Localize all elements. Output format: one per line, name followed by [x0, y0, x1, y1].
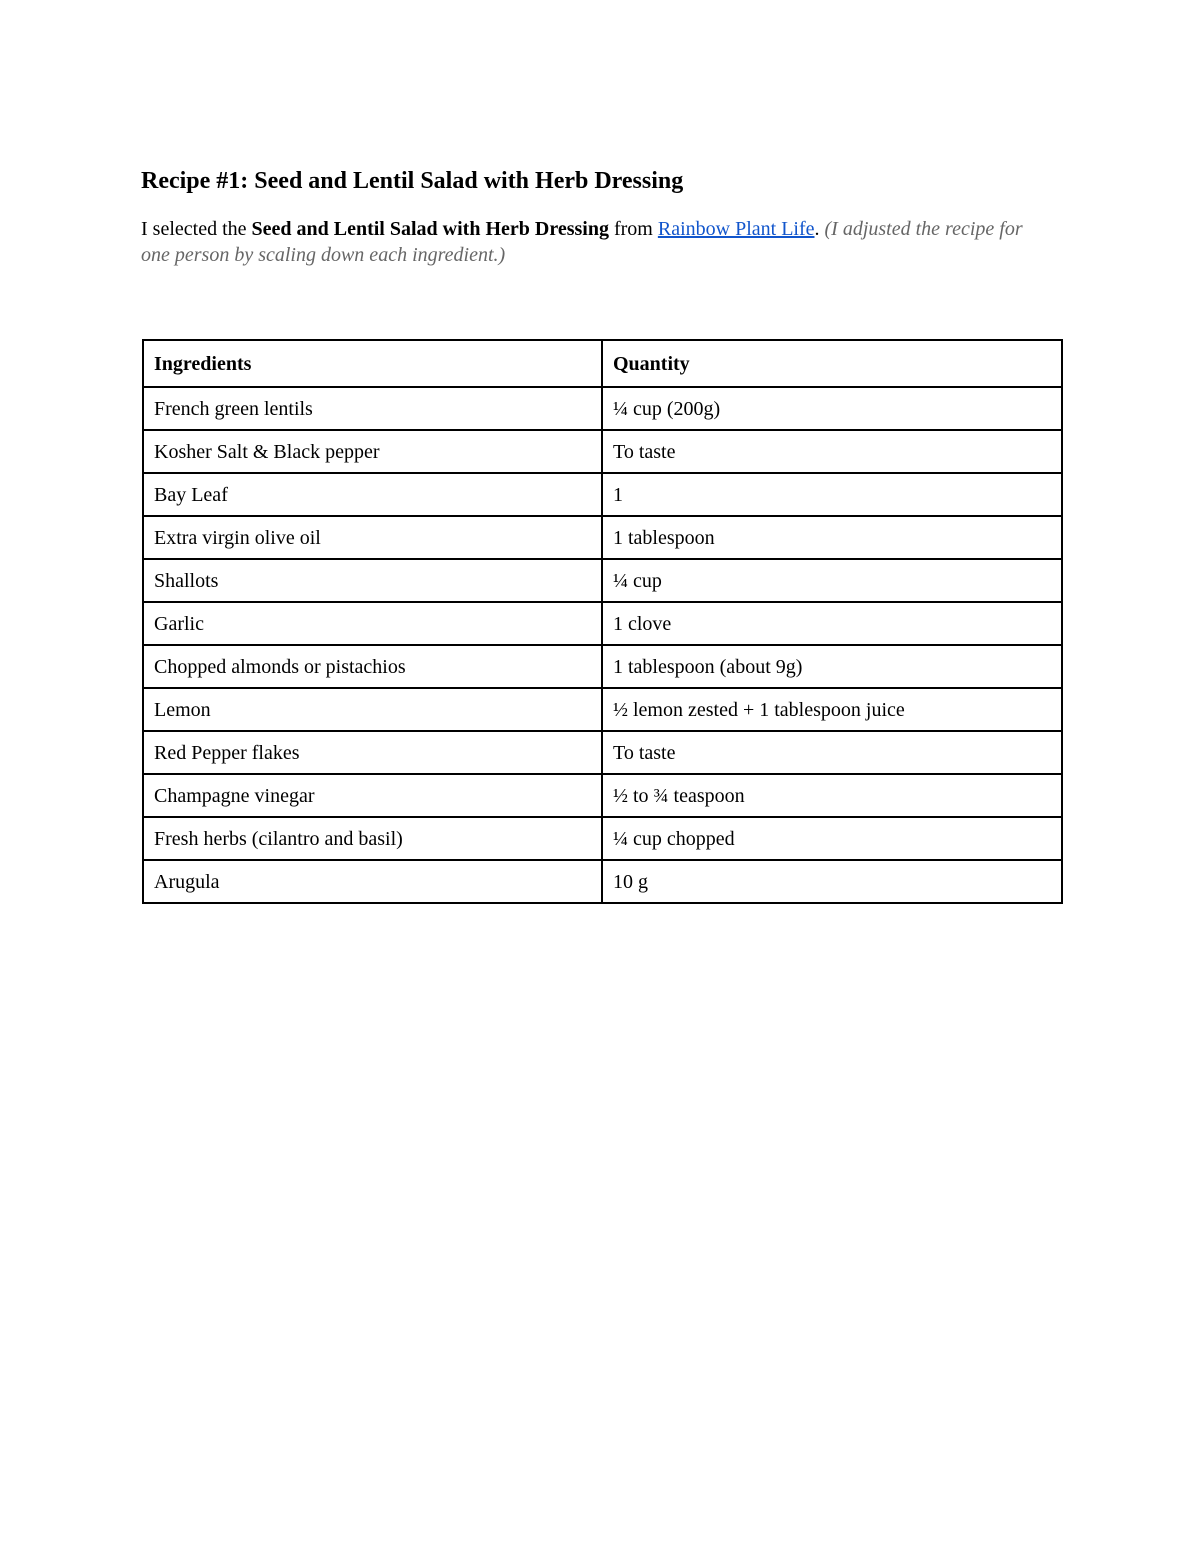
quantity-cell: ¼ cup	[602, 559, 1062, 602]
intro-paragraph	[141, 216, 1041, 268]
intro-from-text: from	[608, 218, 658, 240]
ingredient-cell: Extra virgin olive oil	[143, 516, 602, 559]
quantity-cell: ¼ cup (200g)	[602, 387, 1062, 430]
ingredient-cell: Chopped almonds or pistachios	[143, 645, 602, 688]
ingredients-table	[142, 339, 1063, 904]
table-row	[143, 430, 1062, 473]
quantity-cell: To taste	[602, 731, 1062, 774]
table-row	[143, 688, 1062, 731]
ingredient-cell: Arugula	[143, 860, 602, 903]
quantity-cell: 1 clove	[602, 602, 1062, 645]
ingredient-cell: Bay Leaf	[143, 473, 602, 516]
ingredient-cell: French green lentils	[143, 387, 602, 430]
quantity-cell: ½ lemon zested + 1 tablespoon juice	[602, 688, 1062, 731]
quantity-cell: ¼ cup chopped	[602, 817, 1062, 860]
ingredient-cell: Kosher Salt & Black pepper	[143, 430, 602, 473]
ingredient-cell: Lemon	[143, 688, 602, 731]
source-link[interactable]: Rainbow Plant Life	[657, 218, 815, 240]
ingredient-cell: Red Pepper flakes	[143, 731, 602, 774]
table-row	[143, 559, 1062, 602]
table-row	[143, 860, 1062, 903]
header-quantity: Quantity	[602, 340, 1062, 387]
table-row	[143, 602, 1062, 645]
page-title: Recipe #1: Seed and Lentil Salad with Herb Dressing	[141, 168, 684, 194]
table-row	[143, 645, 1062, 688]
table-header-row	[143, 340, 1062, 387]
table-row	[143, 817, 1062, 860]
table-row	[143, 387, 1062, 430]
quantity-cell: 1 tablespoon (about 9g)	[602, 645, 1062, 688]
quantity-cell: 10 g	[602, 860, 1062, 903]
quantity-cell: To taste	[602, 430, 1062, 473]
table-row	[143, 774, 1062, 817]
ingredient-cell: Champagne vinegar	[143, 774, 602, 817]
ingredient-cell: Garlic	[143, 602, 602, 645]
quantity-cell: 1	[602, 473, 1062, 516]
quantity-cell: 1 tablespoon	[602, 516, 1062, 559]
intro-after-link: .	[814, 218, 825, 240]
table-row	[143, 731, 1062, 774]
intro-recipe-name: Seed and Lentil Salad with Herb Dressing	[251, 218, 609, 240]
quantity-cell: ½ to ¾ teaspoon	[602, 774, 1062, 817]
table-row	[143, 473, 1062, 516]
table-row	[143, 516, 1062, 559]
ingredient-cell: Fresh herbs (cilantro and basil)	[143, 817, 602, 860]
intro-prefix: I selected the	[141, 218, 252, 240]
ingredient-cell: Shallots	[143, 559, 602, 602]
header-ingredients: Ingredients	[143, 340, 602, 387]
intro-note: (I adjusted the recipe for one person by scaling down each ingredient.)	[141, 218, 1023, 266]
